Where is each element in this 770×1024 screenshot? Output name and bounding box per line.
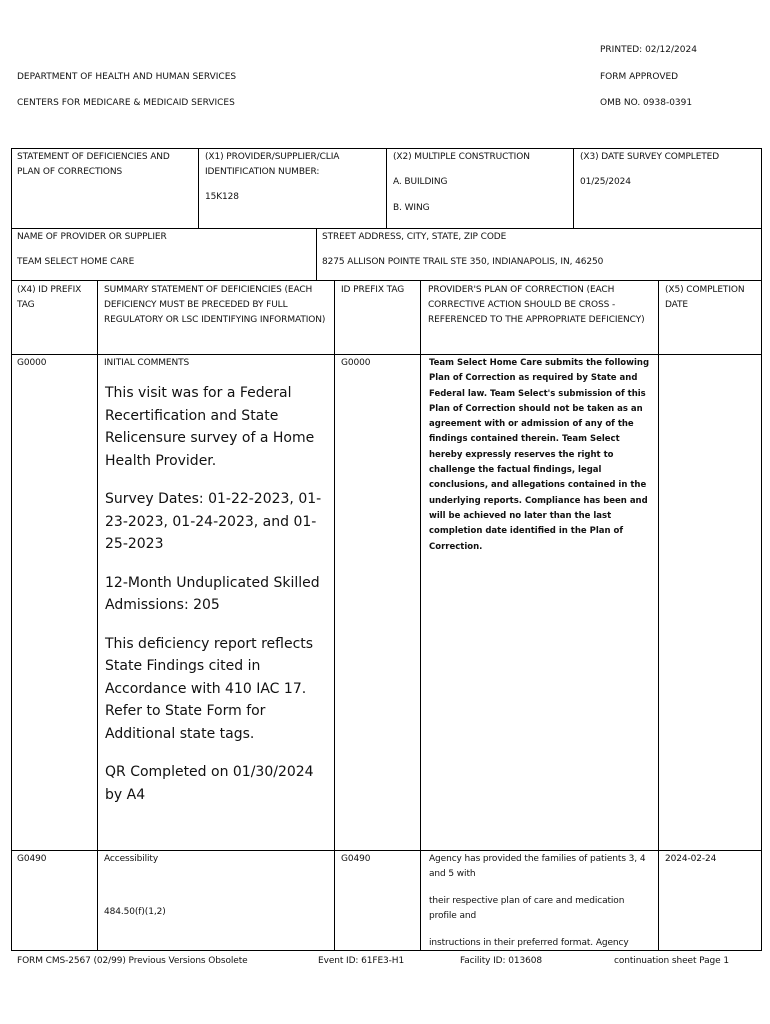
- summary-header: SUMMARY STATEMENT OF DEFICIENCIES (EACH DEFICIENCY MUST BE PRECEDED BY FULL REGULATORY OR LSC IDENTIFYING INFORMATION): [104, 285, 326, 325]
- row2-id-tag: G0490: [341, 854, 371, 864]
- row2-plan-2: their respective plan of care and medication profile and: [429, 896, 625, 921]
- provider-value: TEAM SELECT HOME CARE: [17, 257, 135, 267]
- footer-facility-id: Facility ID: 013608: [460, 956, 542, 966]
- omb-number: OMB NO. 0938-0391: [600, 98, 693, 108]
- row2-title: Accessibility: [104, 854, 159, 864]
- row1-id-tag: G0000: [341, 358, 371, 368]
- statement-label: STATEMENT OF DEFICIENCIES AND PLAN OF CORRECTIONS: [17, 152, 170, 177]
- department-name: DEPARTMENT OF HEALTH AND HUMAN SERVICES: [17, 72, 237, 82]
- row1-para3: 12-Month Unduplicated Skilled Admissions: 205: [105, 574, 320, 613]
- row2-plan-1: Agency has provided the families of patients 3, 4 and 5 with: [429, 854, 646, 879]
- row2-tag: G0490: [17, 854, 47, 864]
- row1-plan: Team Select Home Care submits the following Plan of Correction as required by State and Federal law. Team Select's submission of this Plan of Correction should not be taken as an agreement with or admission of any of the findings contained therein. Team Select hereby expressly reserves the right to challenge the factual findings, legal conclusions, and allegations contained in the underlying reports. Compliance has been and will be achieved no later than the last completion date identified in the Plan of Correction.: [429, 358, 650, 552]
- form-approved: FORM APPROVED: [600, 72, 679, 82]
- row2-plan-3: instructions in their preferred format. Agency: [429, 938, 629, 948]
- row1-comments: [105, 382, 327, 822]
- x2-building: A. BUILDING: [393, 177, 448, 187]
- x1-value: 15K128: [205, 192, 239, 202]
- row1-para5: QR Completed on 01/30/2024 by A4: [105, 764, 314, 803]
- x2-wing: B. WING: [393, 203, 430, 213]
- row1-tag: G0000: [17, 358, 47, 368]
- x3-value: 01/25/2024: [580, 177, 631, 187]
- x2-label: (X2) MULTIPLE CONSTRUCTION: [393, 152, 530, 162]
- footer-page: continuation sheet Page 1: [614, 956, 729, 966]
- printed-date: PRINTED: 02/12/2024: [600, 45, 697, 55]
- address-label: STREET ADDRESS, CITY, STATE, ZIP CODE: [322, 232, 507, 242]
- x3-label: (X3) DATE SURVEY COMPLETED: [580, 152, 720, 162]
- x5-header: (X5) COMPLETION DATE: [665, 285, 745, 310]
- row1-para4: This deficiency report reflects State Findings cited in Accordance with 410 IAC 17. Refer to State Form for Additional state tags.: [105, 635, 314, 742]
- address-value: 8275 ALLISON POINTE TRAIL STE 350, INDIANAPOLIS, IN, 46250: [322, 257, 604, 267]
- x1-label: (X1) PROVIDER/SUPPLIER/CLIA IDENTIFICATION NUMBER:: [205, 152, 340, 177]
- centers-name: CENTERS FOR MEDICARE & MEDICAID SERVICES: [17, 98, 235, 108]
- row1-para1: This visit was for a Federal Recertification and State Relicensure survey of a Home Health Provider.: [105, 385, 315, 469]
- id-prefix-header: ID PREFIX TAG: [341, 285, 405, 295]
- row2-regulation: 484.50(f)(1,2): [104, 907, 166, 917]
- footer-event-id: Event ID: 61FE3-H1: [318, 956, 405, 966]
- plan-header: PROVIDER'S PLAN OF CORRECTION (EACH CORRECTIVE ACTION SHOULD BE CROSS - REFERENCED TO THE APPROPRIATE DEFICIENCY): [428, 285, 645, 325]
- row1-title: INITIAL COMMENTS: [104, 358, 190, 368]
- row1-para2: Survey Dates: 01-22-2023, 01-23-2023, 01-24-2023, and 01-25-2023: [105, 491, 322, 552]
- provider-label: NAME OF PROVIDER OR SUPPLIER: [17, 232, 167, 242]
- x4-header: (X4) ID PREFIX TAG: [17, 285, 82, 310]
- row2-completion-date: 2024-02-24: [665, 854, 717, 864]
- footer-form: FORM CMS-2567 (02/99) Previous Versions Obsolete: [17, 956, 248, 966]
